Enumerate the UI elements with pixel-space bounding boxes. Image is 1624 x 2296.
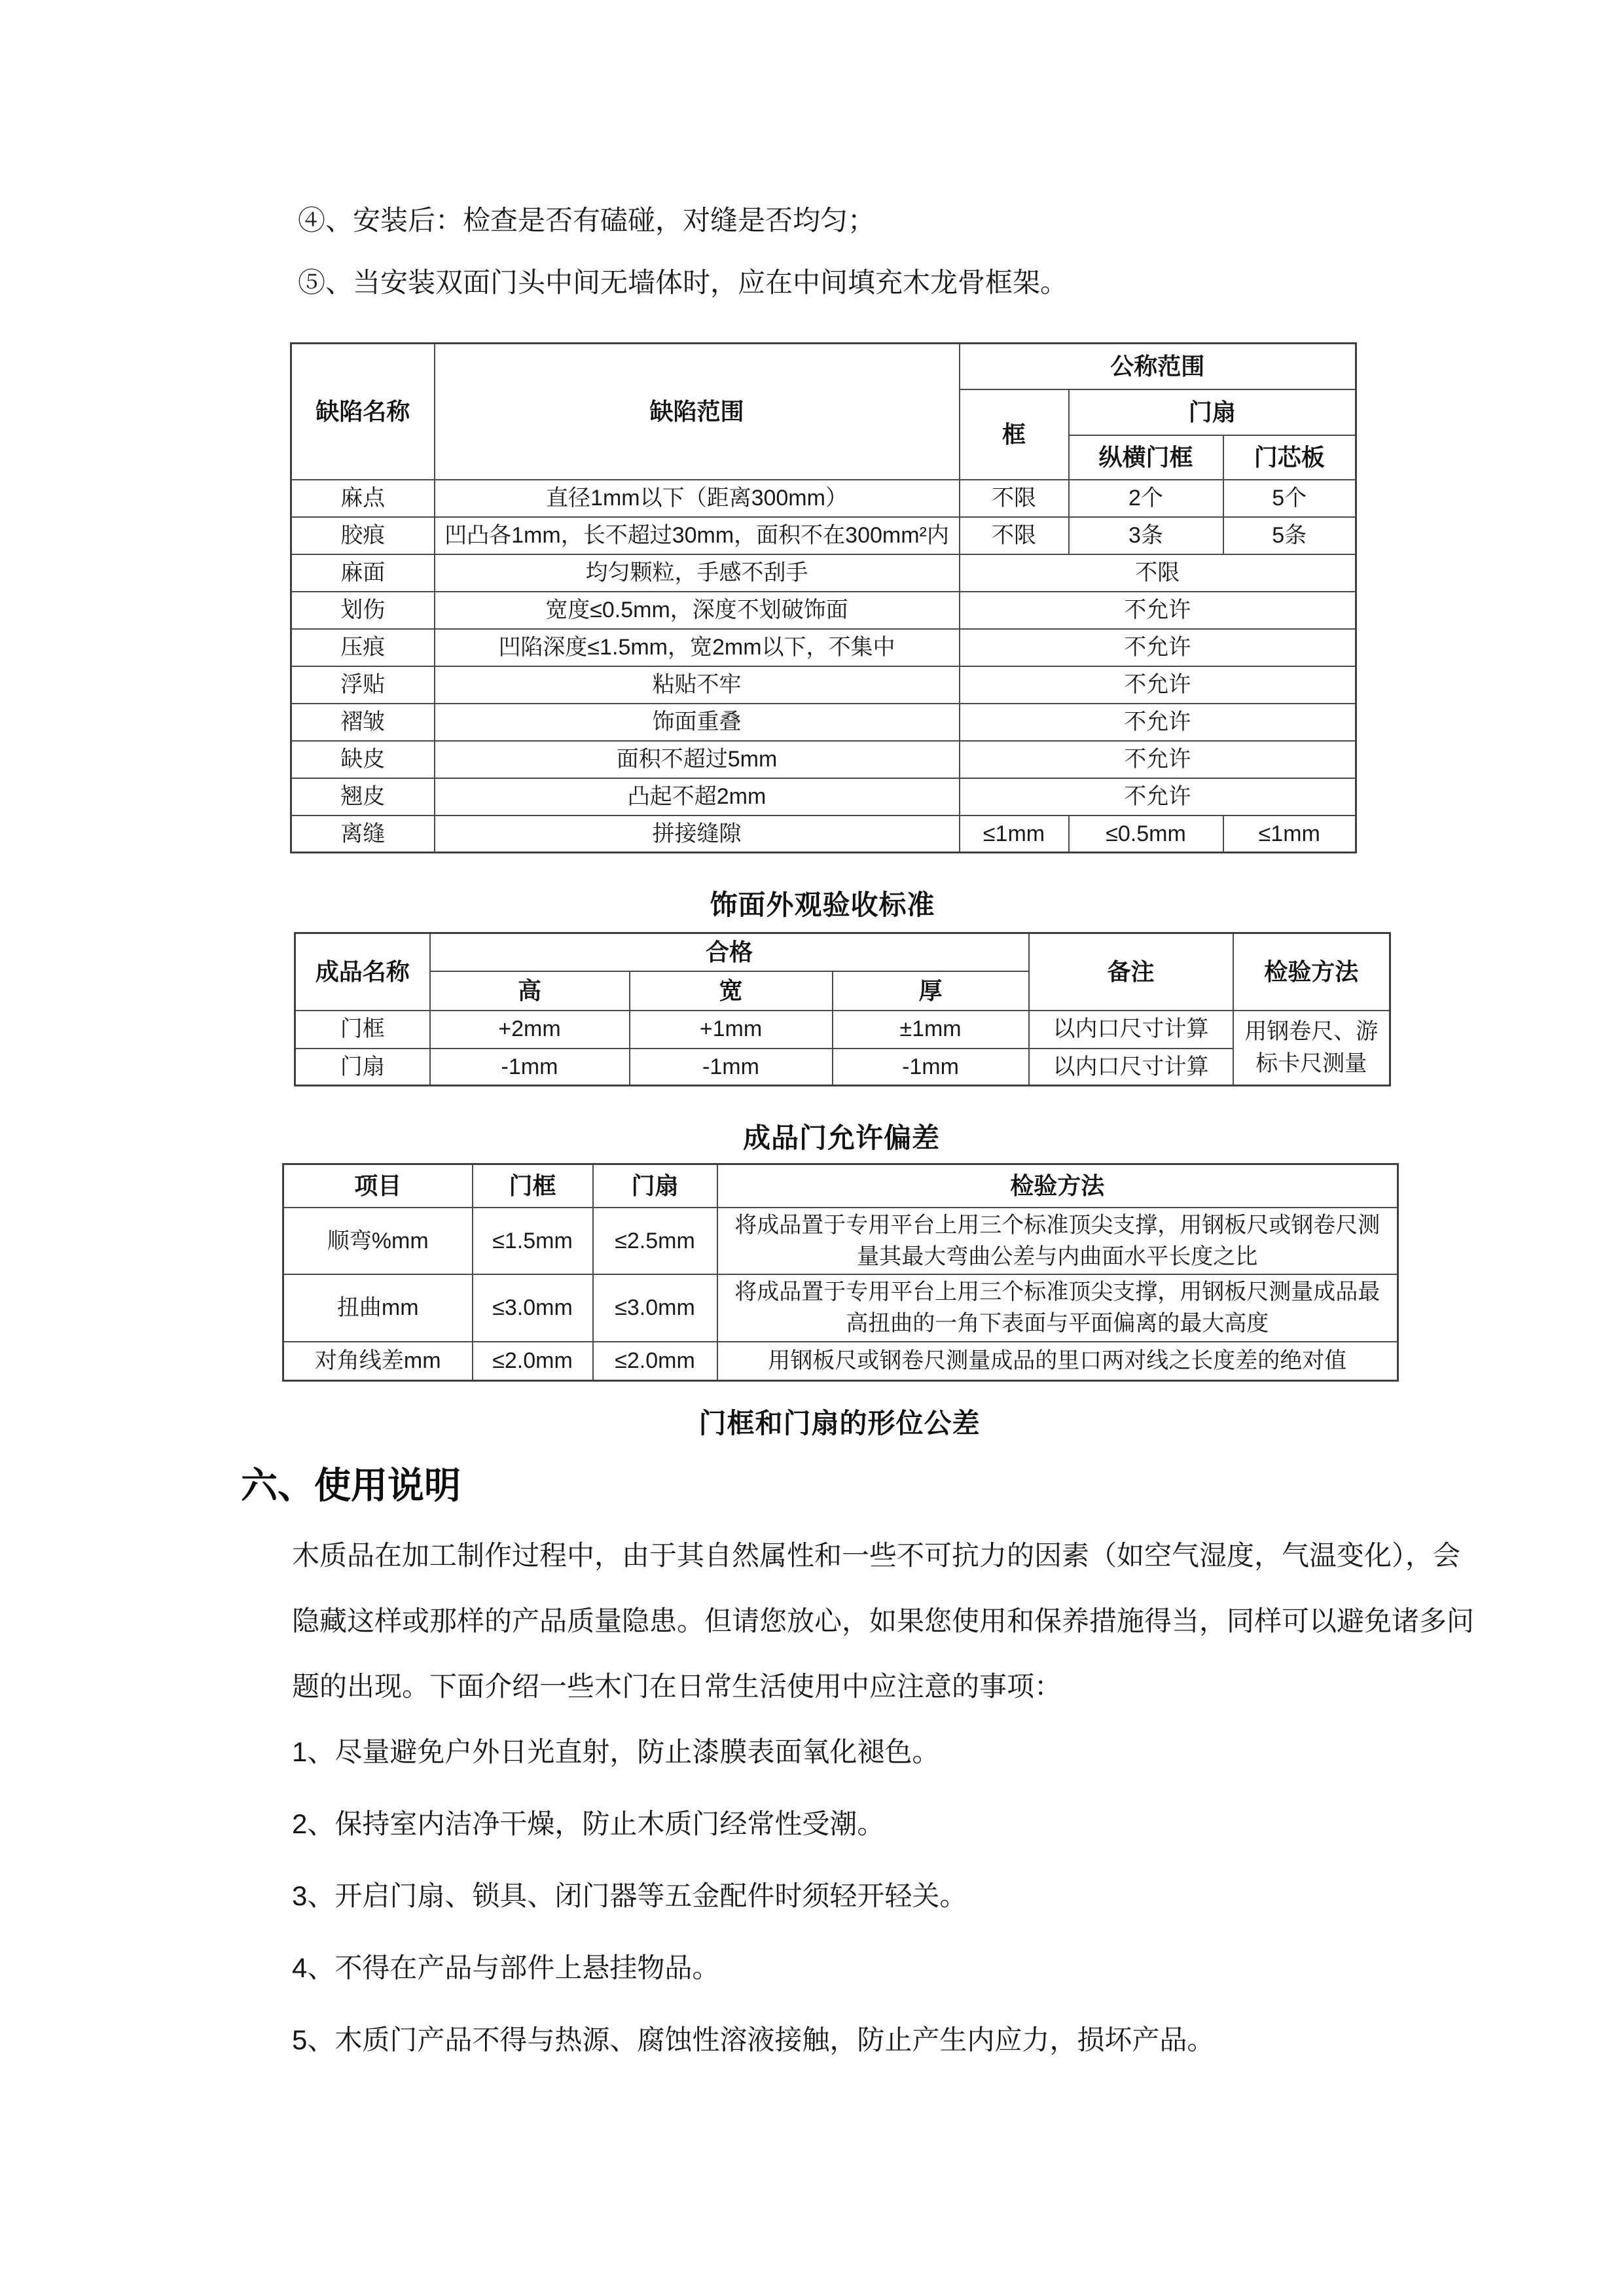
table-cell: 拼接缝隙 — [435, 816, 960, 853]
table-cell: 不允许 — [960, 592, 1356, 629]
usage-heading: 六、使用说明 — [241, 1465, 461, 1506]
table-row — [291, 704, 1356, 741]
table-cell: ≤3.0mm — [473, 1274, 593, 1342]
table-header-cell: 项目 — [283, 1164, 473, 1208]
table-cell: +2mm — [430, 1011, 630, 1049]
table-header-cell: 门芯板 — [1223, 435, 1356, 480]
usage-paragraph-line: 题的出现。下面介绍一些木门在日常生活使用中应注意的事项： — [292, 1671, 1062, 1702]
table-header-cell: 缺陷名称 — [291, 344, 435, 480]
usage-paragraph-line: 隐藏这样或那样的产品质量隐患。但请您放心，如果您使用和保养措施得当，同样可以避免诸多问 — [292, 1605, 1475, 1636]
table-cell: 扭曲mm — [283, 1274, 473, 1342]
table-header-cell: 纵横门框 — [1069, 435, 1223, 480]
table-cell: ≤1.5mm — [473, 1208, 593, 1275]
table-row — [295, 1049, 1390, 1086]
table-cell: 不限 — [960, 517, 1069, 554]
table-cell: 门扇 — [295, 1049, 430, 1086]
table-row — [291, 629, 1356, 666]
table-cell: ≤1mm — [1223, 816, 1356, 853]
table-cell: 门框 — [295, 1011, 430, 1049]
table-cell: 以内口尺寸计算 — [1029, 1049, 1233, 1086]
table-cell: 对角线差mm — [283, 1342, 473, 1381]
table-cell: ≤2.5mm — [593, 1208, 717, 1275]
tolerance-table — [282, 1163, 1399, 1382]
table-cell: 直径1mm以下（距离300mm） — [435, 480, 960, 517]
table-cell: 粘贴不牢 — [435, 666, 960, 704]
table-row — [291, 517, 1356, 554]
table-cell: 宽度≤0.5mm，深度不划破饰面 — [435, 592, 960, 629]
intro-item-5: ⑤、当安装双面门头中间无墙体时，应在中间填充木龙骨框架。 — [298, 267, 1068, 298]
table-row — [283, 1208, 1398, 1275]
table-cell: ≤2.0mm — [593, 1342, 717, 1381]
table-header-cell: 门框 — [473, 1164, 593, 1208]
table-cell: 5条 — [1223, 517, 1356, 554]
table-cell: 不限 — [960, 480, 1069, 517]
table-cell: 不允许 — [960, 666, 1356, 704]
tolerance-table-caption: 门框和门扇的形位公差 — [698, 1408, 981, 1439]
table-cell: ≤2.0mm — [473, 1342, 593, 1381]
table-cell: 凸起不超2mm — [435, 778, 960, 816]
table-cell: 不允许 — [960, 741, 1356, 778]
usage-item: 4、不得在产品与部件上悬挂物品。 — [292, 1952, 720, 1983]
usage-item: 2、保持室内洁净干燥，防止木质门经常性受潮。 — [292, 1808, 885, 1839]
table-cell: 饰面重叠 — [435, 704, 960, 741]
table-cell: 划伤 — [291, 592, 435, 629]
table-cell: 褶皱 — [291, 704, 435, 741]
finished-size-table — [294, 932, 1391, 1086]
table-cell: 顺弯%mm — [283, 1208, 473, 1275]
table-cell: 不限 — [960, 554, 1356, 592]
table-cell: ≤1mm — [960, 816, 1069, 853]
table-header-cell: 高 — [430, 971, 630, 1011]
table-row — [291, 816, 1356, 853]
table-header-cell: 厚 — [833, 971, 1029, 1011]
table-header-cell: 门扇 — [1069, 389, 1356, 435]
table-row — [291, 480, 1356, 517]
table-cell: 均匀颗粒，手感不刮手 — [435, 554, 960, 592]
table-row — [291, 778, 1356, 816]
table-header-cell: 门扇 — [593, 1164, 717, 1208]
table-header-cell: 框 — [960, 389, 1069, 480]
defect-table — [290, 342, 1357, 853]
table-row — [295, 1011, 1390, 1049]
table-cell: 不允许 — [960, 704, 1356, 741]
table-cell: -1mm — [430, 1049, 630, 1086]
table-cell: 不允许 — [960, 629, 1356, 666]
table-cell: ±1mm — [833, 1011, 1029, 1049]
table-cell: 缺皮 — [291, 741, 435, 778]
table-header-cell: 合格 — [430, 933, 1029, 971]
table-cell: -1mm — [833, 1049, 1029, 1086]
usage-paragraph-line: 木质品在加工制作过程中，由于其自然属性和一些不可抗力的因素（如空气湿度，气温变化），会 — [292, 1540, 1461, 1571]
table-cell: 浮贴 — [291, 666, 435, 704]
table-cell: 胶痕 — [291, 517, 435, 554]
table-cell: ≤0.5mm — [1069, 816, 1223, 853]
table-row — [291, 666, 1356, 704]
table-cell: 离缝 — [291, 816, 435, 853]
table-header-cell: 宽 — [630, 971, 833, 1011]
table-cell: 将成品置于专用平台上用三个标准顶尖支撑，用钢板尺测量成品最高扭曲的一角下表面与平面偏离的最大高度 — [717, 1274, 1398, 1342]
table-cell: 5个 — [1223, 480, 1356, 517]
table-cell: 面积不超过5mm — [435, 741, 960, 778]
table-row — [291, 741, 1356, 778]
table-cell: 压痕 — [291, 629, 435, 666]
table-header-cell: 备注 — [1029, 933, 1233, 1011]
table-row — [283, 1274, 1398, 1342]
defect-table-caption: 饰面外观验收标准 — [710, 889, 935, 920]
table-header-cell: 成品名称 — [295, 933, 430, 1011]
usage-item: 1、尽量避免户外日光直射，防止漆膜表面氧化褪色。 — [292, 1736, 940, 1767]
table-header-cell: 缺陷范围 — [435, 344, 960, 480]
table-row — [291, 554, 1356, 592]
table-cell: +1mm — [630, 1011, 833, 1049]
table-cell: 麻点 — [291, 480, 435, 517]
table-cell: 麻面 — [291, 554, 435, 592]
table-cell: 凹陷深度≤1.5mm，宽2mm以下，不集中 — [435, 629, 960, 666]
table-header-cell: 检验方法 — [717, 1164, 1398, 1208]
usage-item: 5、木质门产品不得与热源、腐蚀性溶液接触，防止产生内应力，损坏产品。 — [292, 2024, 1215, 2055]
table-cell: 3条 — [1069, 517, 1223, 554]
table-cell: 凹凸各1mm，长不超过30mm，面积不在300mm²内 — [435, 517, 960, 554]
table-cell: 2个 — [1069, 480, 1223, 517]
table-header-cell: 检验方法 — [1233, 933, 1390, 1011]
table-row — [291, 592, 1356, 629]
table-cell: -1mm — [630, 1049, 833, 1086]
table-cell: 以内口尺寸计算 — [1029, 1011, 1233, 1049]
usage-item: 3、开启门扇、锁具、闭门器等五金配件时须轻开轻关。 — [292, 1880, 967, 1911]
table-cell: 不允许 — [960, 778, 1356, 816]
table-row — [283, 1342, 1398, 1381]
table-cell: 翘皮 — [291, 778, 435, 816]
intro-item-4: ④、安装后：检查是否有磕碰，对缝是否均匀； — [298, 205, 876, 236]
table-cell: 用钢卷尺、游标卡尺测量 — [1233, 1011, 1390, 1086]
finished-size-table-caption: 成品门允许偏差 — [742, 1122, 940, 1153]
table-cell: 用钢板尺或钢卷尺测量成品的里口两对线之长度差的绝对值 — [717, 1342, 1398, 1381]
table-cell: 将成品置于专用平台上用三个标准顶尖支撑，用钢板尺或钢卷尺测量其最大弯曲公差与内曲面水平长度之比 — [717, 1208, 1398, 1275]
table-header-cell: 公称范围 — [960, 344, 1356, 389]
table-cell: ≤3.0mm — [593, 1274, 717, 1342]
